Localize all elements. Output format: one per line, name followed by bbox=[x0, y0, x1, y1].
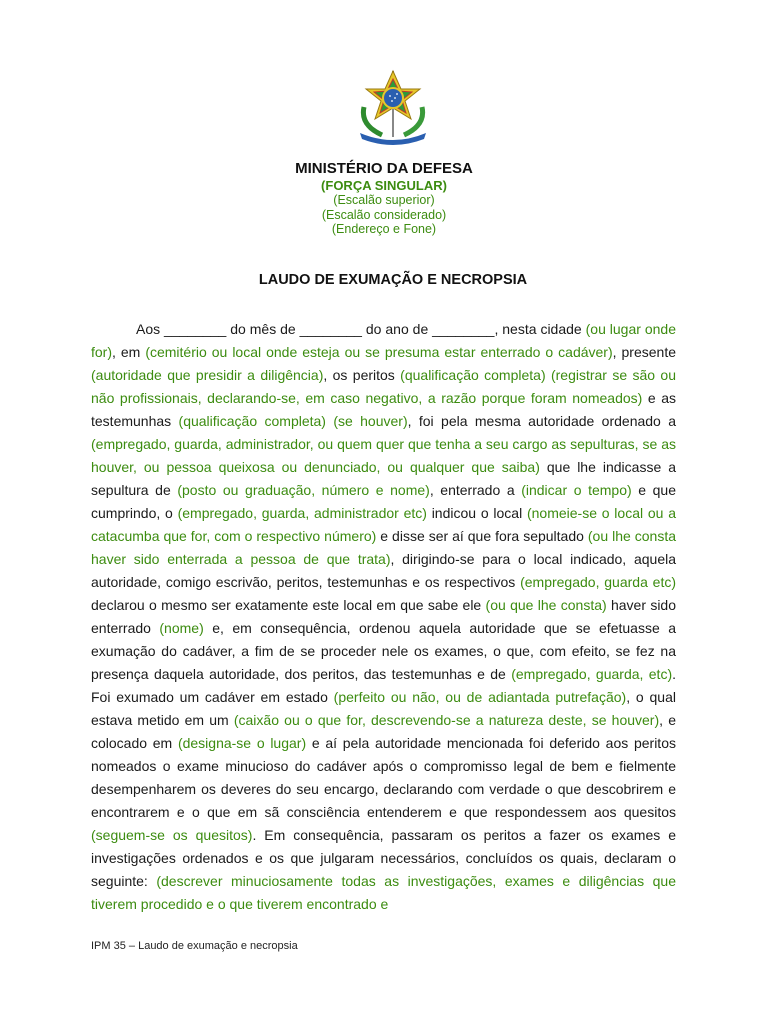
body-text-segment: e, em consequência, ordenou aquela autoridade que se efetuasse a exumação do cadáver, a fim de se proceder nele os exames, o que, com efeito, se fez na presença daquela autoridade, dos peritos, das testemunhas e de bbox=[91, 620, 676, 682]
placeholder-instruction: (seguem-se os quesitos) bbox=[91, 827, 253, 843]
placeholder-instruction: (designa-se o lugar) bbox=[177, 735, 307, 751]
body-text-segment: e disse ser aí que fora sepultado bbox=[376, 528, 588, 544]
placeholder-instruction: (empregado, guarda, administrador etc) bbox=[177, 505, 427, 521]
placeholder-instruction: (autoridade que presidir a diligência) bbox=[91, 367, 324, 383]
brazil-coat-of-arms-icon bbox=[352, 67, 434, 145]
body-text-segment: e aí pela autoridade mencionada foi deferido aos peritos nomeados o exame minucioso do cadáver após o compromisso legal de bem e fielmente desempenharem os deveres do seu encargo, declarando com verdade o que descobrirem e encontrarem e o que em sã consciência entenderem e que respondessem aos quesitos bbox=[91, 735, 676, 820]
body-text-segment: , os peritos bbox=[323, 367, 401, 383]
force-name: (FORÇA SINGULAR) bbox=[321, 178, 447, 193]
placeholder-instruction: (descrever minuciosamente todas as investigações, exames e diligências que tiverem procedido e o que tiverem encontrado e bbox=[91, 873, 676, 912]
placeholder-instruction: (empregado, guarda, administrador, ou quem quer que tenha a seu cargo as sepulturas, se as houver, ou pessoa queixosa ou denunciado, ou qualquer que saiba) bbox=[91, 436, 676, 475]
page-footer: IPM 35 – Laudo de exumação e necropsia bbox=[91, 940, 298, 952]
header-line-address: (Endereço e Fone) bbox=[331, 222, 437, 236]
placeholder-instruction: (indicar o tempo) bbox=[521, 482, 632, 498]
placeholder-instruction: (ou que lhe consta) bbox=[485, 597, 607, 613]
body-text-segment: declarou o mesmo ser exatamente este local em que sabe ele bbox=[91, 597, 486, 613]
body-text-segment: haver sido enterrado bbox=[91, 597, 676, 636]
body-text-segment: . Foi exumado um cadáver em estado bbox=[91, 666, 676, 705]
body-paragraph bbox=[91, 318, 676, 916]
document-title: LAUDO DE EXUMAÇÃO E NECROPSIA bbox=[258, 272, 528, 288]
body-text-segment: , em bbox=[112, 344, 146, 360]
placeholder-instruction: (qualificação completa) (registrar se são ou não profissionais, declarando-se, em caso negativo, a razão porque foram nomeados) bbox=[91, 367, 676, 406]
placeholder-instruction: (nomeie-se o local ou a catacumba que for, com o respectivo número) bbox=[91, 505, 676, 544]
placeholder-instruction: (empregado, guarda, etc) bbox=[511, 666, 673, 682]
placeholder-instruction: (posto ou graduação, número e nome) bbox=[177, 482, 430, 498]
body-text-segment: Aos ________ do mês de ________ do ano de ________, nesta cidade bbox=[136, 321, 586, 337]
ministry-name: MINISTÉRIO DA DEFESA bbox=[295, 160, 473, 177]
placeholder-instruction: (nome) bbox=[159, 620, 204, 636]
body-text-segment: , foi pela mesma autoridade ordenado a bbox=[407, 413, 676, 429]
placeholder-instruction: (empregado, guarda etc) bbox=[520, 574, 676, 590]
body-text-segment: e que cumprindo, o bbox=[91, 482, 676, 521]
document-header bbox=[0, 160, 768, 237]
body-text-segment: . Em consequência, passaram os peritos a fazer os exames e investigações ordenados e os que julgaram necessários, concluídos os quais, declaram o seguinte: bbox=[91, 827, 676, 889]
header-line-upper-echelon: (Escalão superior) bbox=[333, 193, 435, 207]
body-text-segment: , o qual estava metido em um bbox=[91, 689, 676, 728]
body-text-segment: que lhe indicasse a sepultura de bbox=[91, 459, 676, 498]
placeholder-instruction: (caixão ou o que for, descrevendo-se a natureza deste, se houver) bbox=[233, 712, 660, 728]
placeholder-instruction: (cemitério ou local onde esteja ou se presuma estar enterrado o cadáver) bbox=[145, 344, 613, 360]
body-text-segment: indicou o local bbox=[426, 505, 527, 521]
placeholder-instruction: (perfeito ou não, ou de adiantada putrefação) bbox=[333, 689, 627, 705]
placeholder-instruction: (ou lugar onde for) bbox=[91, 321, 676, 360]
placeholder-instruction: (ou lhe consta haver sido enterrada a pessoa de que trata) bbox=[91, 528, 676, 567]
body-text-segment: e as testemunhas bbox=[91, 390, 676, 429]
body-text-segment: , presente bbox=[612, 344, 676, 360]
body-text-segment: , dirigindo-se para o local indicado, aquela autoridade, comigo escrivão, peritos, testemunhas e os respectivos bbox=[91, 551, 677, 590]
body-text-segment: , enterrado a bbox=[429, 482, 522, 498]
body-text-segment: , e colocado em bbox=[91, 712, 676, 751]
placeholder-instruction: (qualificação completa) (se houver) bbox=[178, 413, 408, 429]
header-line-echelon: (Escalão considerado) bbox=[321, 207, 447, 222]
